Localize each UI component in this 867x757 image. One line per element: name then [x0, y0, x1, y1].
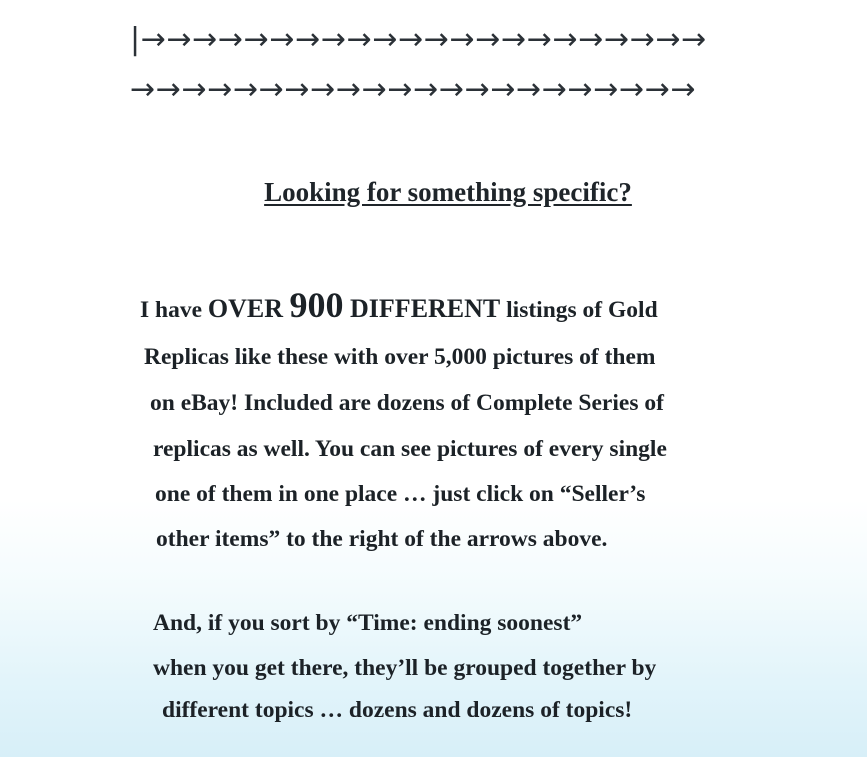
paragraph-line-6: other items” to the right of the arrows above.	[156, 526, 608, 552]
paragraph-2-line-2: when you get there, they’ll be grouped together by	[153, 655, 657, 681]
paragraph-line-4: replicas as well. You can see pictures of every single	[153, 436, 667, 462]
paragraph-line-3: on eBay! Included are dozens of Complete Series of	[150, 390, 664, 416]
arrow-row-top: |→→→→→→→→→→→→→→→→→→→→→→	[130, 22, 707, 57]
paragraph-line-1	[140, 284, 658, 326]
paragraph-line-5: one of them in one place … just click on “Seller’s	[155, 481, 646, 507]
paragraph-2-line-3: different topics … dozens and dozens of topics!	[162, 697, 633, 723]
page-heading: Looking for something specific?	[264, 177, 632, 207]
emphasis-900: 900	[289, 285, 344, 325]
paragraph-line-2: Replicas like these with over 5,000 pictures of them	[144, 344, 656, 370]
line-1-prefix: I have	[140, 297, 208, 323]
emphasis-different: DIFFERENT	[343, 294, 501, 323]
arrow-row-bottom: →→→→→→→→→→→→→→→→→→→→→→	[130, 72, 697, 107]
emphasis-over: OVER	[207, 294, 290, 323]
paragraph-2-line-1: And, if you sort by “Time: ending soonest”	[153, 610, 583, 636]
line-1-suffix: listings of Gold	[500, 297, 658, 323]
